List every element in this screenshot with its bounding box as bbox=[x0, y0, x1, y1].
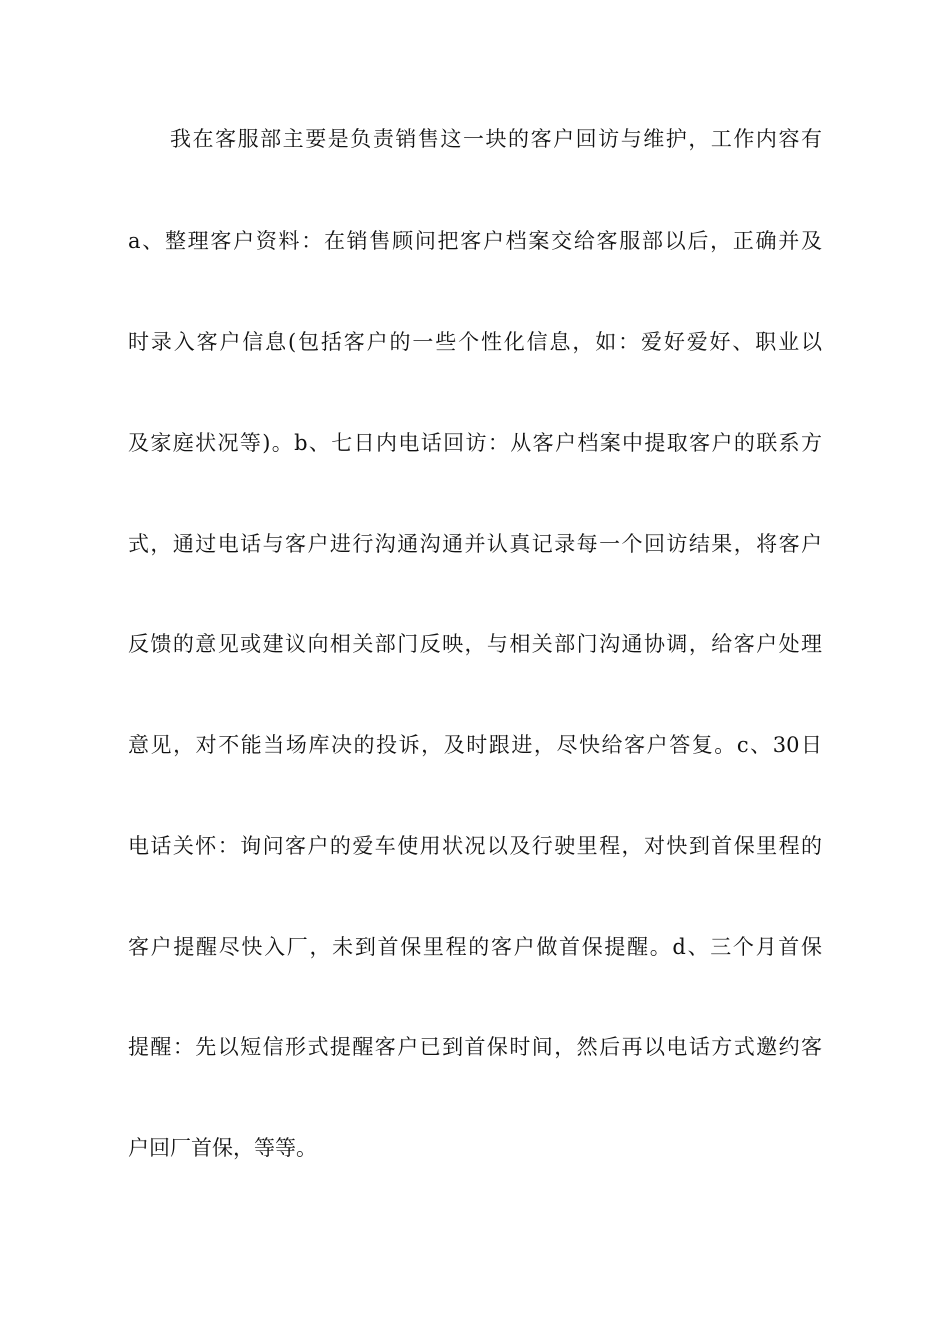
paragraph-line: 及家庭状况等)。b、七日内电话回访：从客户档案中提取客户的联系方 bbox=[128, 431, 822, 455]
paragraph-line: 我在客服部主要是负责销售这一块的客户回访与维护，工作内容有 bbox=[170, 127, 822, 151]
paragraph-line: 提醒：先以短信形式提醒客户已到首保时间，然后再以电话方式邀约客 bbox=[128, 1035, 822, 1059]
paragraph-line: a、整理客户资料：在销售顾问把客户档案交给客服部以后，正确并及 bbox=[128, 229, 822, 253]
paragraph-line: 电话关怀：询问客户的爱车使用状况以及行驶里程，对快到首保里程的 bbox=[128, 834, 822, 858]
paragraph-line: 户回厂首保，等等。 bbox=[128, 1136, 317, 1160]
paragraph-line: 客户提醒尽快入厂，未到首保里程的客户做首保提醒。d、三个月首保 bbox=[128, 935, 822, 959]
paragraph-line: 意见，对不能当场库决的投诉，及时跟进，尽快给客户答复。c、30日 bbox=[128, 733, 822, 757]
paragraph-line: 时录入客户信息(包括客户的一些个性化信息，如：爱好爱好、职业以 bbox=[128, 330, 822, 354]
paragraph-line: 式，通过电话与客户进行沟通沟通并认真记录每一个回访结果，将客户 bbox=[128, 532, 822, 556]
paragraph-line: 反馈的意见或建议向相关部门反映，与相关部门沟通协调，给客户处理 bbox=[128, 632, 822, 656]
